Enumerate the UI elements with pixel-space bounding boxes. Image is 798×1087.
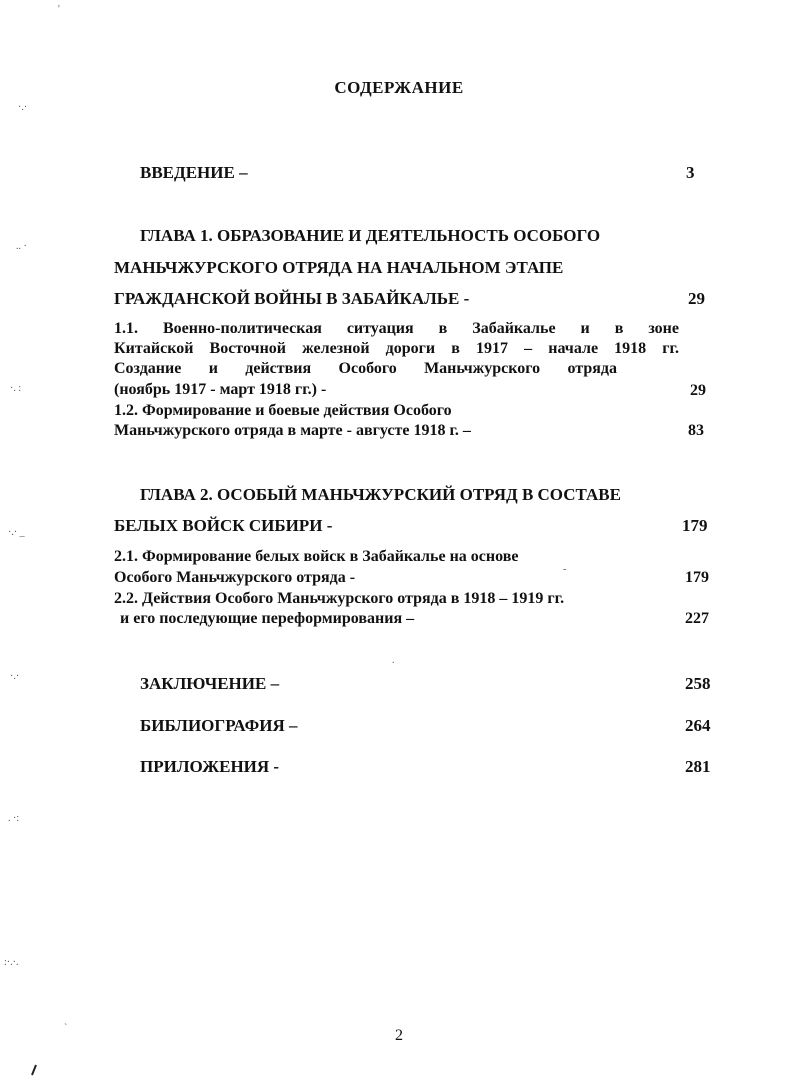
scan-speck: . [392,655,395,666]
section-1-2-page: 83 [688,422,704,439]
section-2-1-line-1: 2.1. Формирование белых войск в Забайкалье на основе [114,548,519,565]
section-1-2-line-1: 1.2. Формирование и боевые действия Особого [114,402,452,419]
scan-speck: . ·: [8,813,20,824]
chapter2-title-line-2: БЕЛЫХ ВОЙСК СИБИРИ - [114,516,333,535]
toc-appendices-label: ПРИЛОЖЕНИЯ - [140,757,280,776]
scan-speck: ·. : [10,383,22,394]
toc-bibliography-label: БИБЛИОГРАФИЯ – [140,716,298,735]
toc-intro-page: 3 [686,163,695,182]
section-1-1-line-2: Китайской Восточной железной дороги в 1917 – начале 1918 гг. [114,340,679,357]
chapter2-title-line-1: ГЛАВА 2. ОСОБЫЙ МАНЬЧЖУРСКИЙ ОТРЯД В СОСТАВЕ [140,485,621,504]
section-2-2-line-1: 2.2. Действия Особого Маньчжурского отряда в 1918 – 1919 гг. [114,590,565,607]
scan-speck: :·.·. [4,957,19,968]
section-1-1-line-3: Создание и действия Особого Маньчжурского отряда [114,360,617,377]
scan-speck: ·.· [18,102,28,113]
pen-mark [30,1064,38,1076]
toc-bibliography-page: 264 [685,716,711,735]
chapter1-title-line-1: ГЛАВА 1. ОБРАЗОВАНИЕ И ДЕЯТЕЛЬНОСТЬ ОСОБОГО [140,226,601,245]
section-1-2-line-2: Маньчжурского отряда в марте - августе 1918 г. – [114,422,471,439]
section-1-1-line-1: 1.1. Военно-политическая ситуация в Забайкалье и в зоне [114,320,679,337]
scan-speck: ` [64,1023,68,1034]
toc-appendices-page: 281 [685,757,711,776]
chapter2-page: 179 [682,516,708,535]
toc-intro-label: ВВЕДЕНИЕ – [140,163,248,182]
page-title: СОДЕРЖАНИЕ [334,78,464,97]
scan-speck: ' [58,4,60,15]
chapter1-title-line-2: МАНЬЧЖУРСКОГО ОТРЯДА НА НАЧАЛЬНОМ ЭТАПЕ [114,258,564,277]
section-1-1-page: 29 [690,382,706,399]
section-2-1-page: 179 [685,569,709,586]
chapter1-title-line-3: ГРАЖДАНСКОЙ ВОЙНЫ В ЗАБАЙКАЛЬЕ - [114,289,470,308]
chapter1-page: 29 [688,289,705,308]
scan-speck: - [563,564,567,575]
toc-conclusion-label: ЗАКЛЮЧЕНИЕ – [140,674,280,693]
section-2-2-page: 227 [685,610,709,627]
toc-conclusion-page: 258 [685,674,711,693]
section-2-1-line-2: Особого Маньчжурского отряда - [114,569,356,586]
page-number: 2 [395,1027,403,1044]
section-1-1-line-4: (ноябрь 1917 - март 1918 гг.) - [114,381,327,398]
section-2-2-line-2: и его последующие переформирования – [120,610,415,627]
scan-speck: ·.· _ [8,527,25,538]
scan-speck: ·.· [10,671,20,682]
scan-speck: .. · [16,241,27,252]
